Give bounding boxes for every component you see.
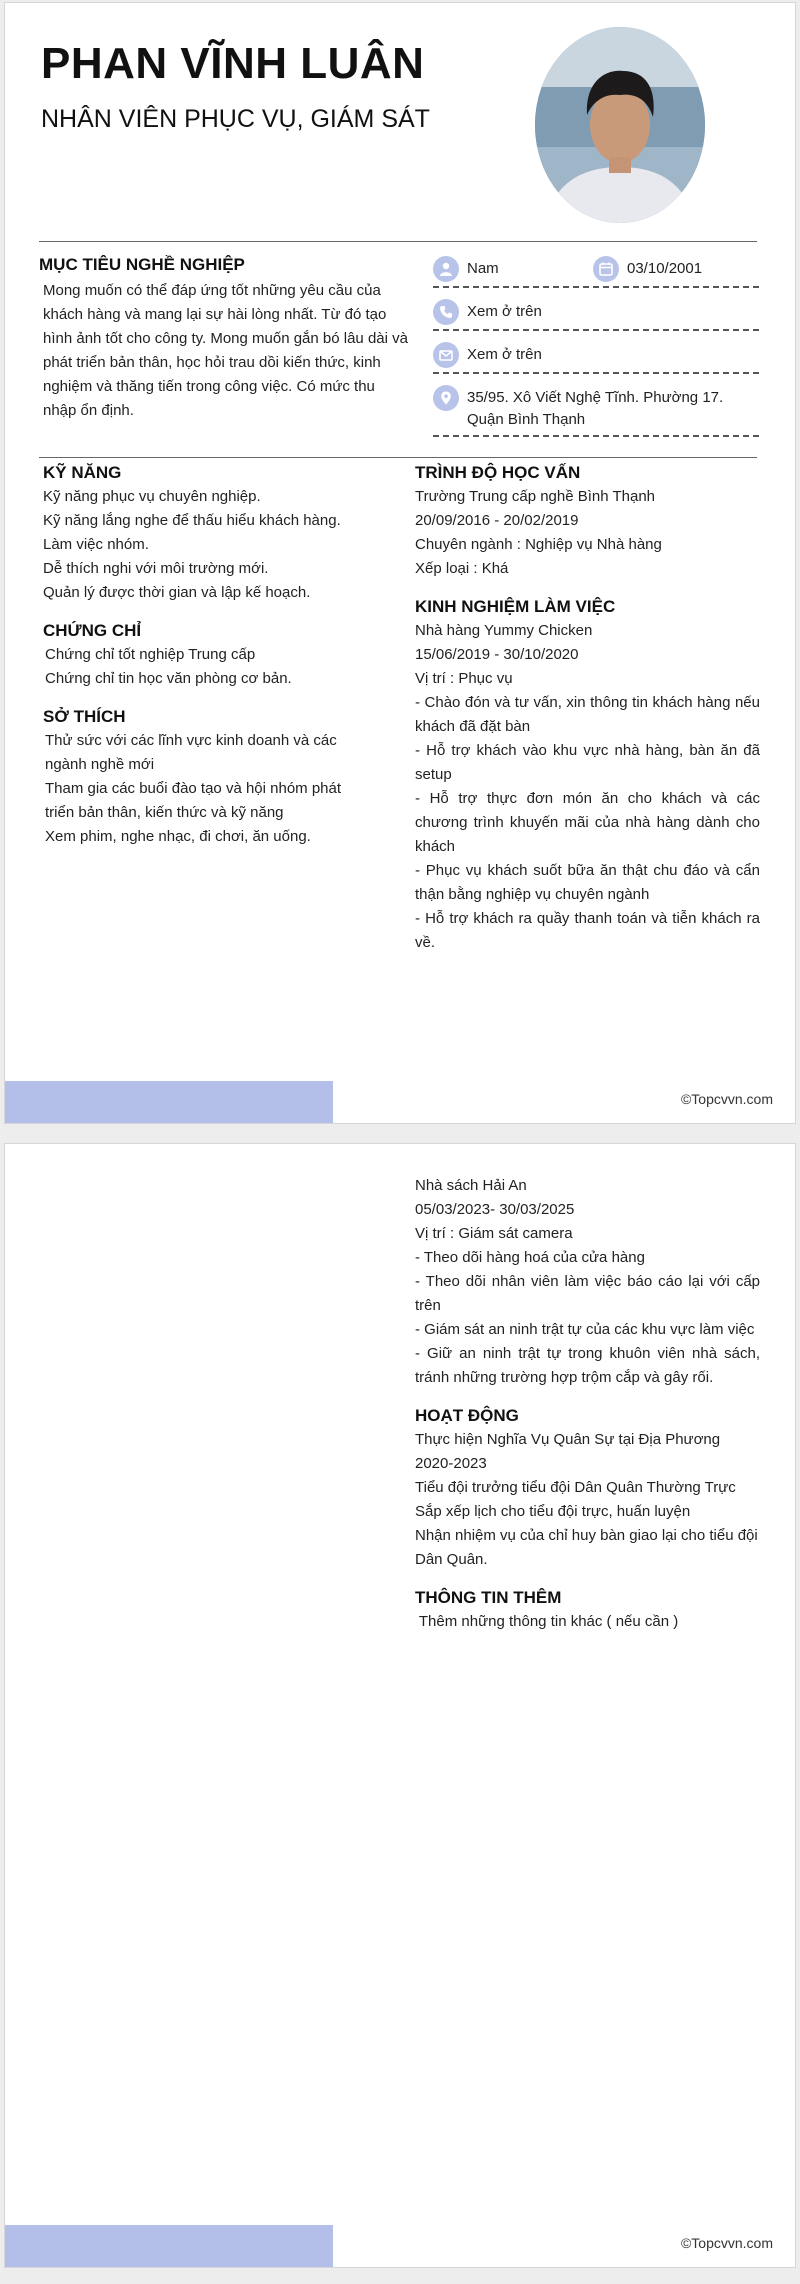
right-column [415,463,760,971]
footer-accent-bar [5,2225,333,2267]
job-duty: - Theo dõi nhân viên làm việc báo cáo lại với cấp trên [415,1273,760,1314]
extra-info-section [415,1588,760,1634]
contact-row-gender-birthday [433,253,759,288]
hobbies-title: SỞ THÍCH [43,707,126,726]
certificates-title: CHỨNG CHỈ [43,621,142,640]
extra-info-title: THÔNG TIN THÊM [415,1588,562,1607]
hobbies-list [43,729,373,849]
activities-section [415,1406,760,1572]
footer-watermark: ©Topcvvn.com [680,1091,773,1107]
extra-info-text: Thêm những thông tin khác ( nếu cần ) [415,1613,679,1630]
right-column-continued [415,1172,760,1650]
objective-text: Mong muốn có thể đáp ứng tốt những yêu cầu của khách hàng và mang lại sự hài lòng nhất. Từ đó tạo hình ảnh tốt cho công ty. Mong muốn gắn bó lâu dài và phát triển bản thân, học hỏi trau dồi kiến thức, kinh nghiệm và thăng tiến trong công việc. Có mức thu nhập ổn định. [43,282,408,419]
education-title: TRÌNH ĐỘ HỌC VẤN [415,463,581,482]
contact-row-email [433,339,759,374]
job-duty: - Hỗ trợ thực đơn món ăn cho khách và các chương trình khuyến mãi của nhà hàng dành cho khách [415,790,760,855]
avatar [535,27,705,223]
hobbies-section [43,707,373,849]
email-icon [433,342,459,368]
job-duty: - Hỗ trợ khách vào khu vực nhà hàng, bàn ăn đã setup [415,742,760,783]
experience-job-1 [415,619,760,955]
activities-list [415,1428,760,1572]
location-pin-icon [433,385,459,411]
job-duty: - Theo dõi hàng hoá của cửa hàng [415,1249,645,1266]
certificate-item: Chứng chỉ tin học văn phòng cơ bản. [45,670,292,687]
certificates-section [43,621,373,691]
activity-item: Tiểu đội trưởng tiểu đội Dân Quân Thường Trực [415,1479,736,1496]
objective-section [39,255,411,423]
hobby-item: Xem phim, nghe nhạc, đi chơi, ăn uống. [45,828,311,845]
education-grade: Xếp loại : Khá [415,560,509,577]
activity-item: Thực hiện Nghĩa Vụ Quân Sự tại Địa Phương [415,1431,721,1448]
skills-section [43,463,373,605]
skill-item: Kỹ năng lắng nghe để thấu hiểu khách hàng. [43,512,341,529]
avatar-photo [535,27,705,223]
gender-value: Nam [467,260,499,277]
skill-item: Kỹ năng phục vụ chuyên nghiệp. [43,488,261,505]
job-duty: - Hỗ trợ khách ra quầy thanh toán và tiễn khách ra về. [415,910,760,951]
job-period: 15/06/2019 - 30/10/2020 [415,646,579,663]
gender-icon [433,256,459,282]
education-school: Trường Trung cấp nghề Bình Thạnh [415,488,656,505]
skill-item: Quản lý được thời gian và lập kế hoạch. [43,584,311,601]
job-company: Nhà hàng Yummy Chicken [415,622,593,639]
certificate-item: Chứng chỉ tốt nghiệp Trung cấp [45,646,256,663]
job-duty: - Phục vụ khách suốt bữa ăn thật chu đáo và cẩn thận bằng nghiệp vụ chuyên ngành [415,862,760,903]
skills-title: KỸ NĂNG [43,463,122,482]
education-major: Chuyên ngành : Nghiệp vụ Nhà hàng [415,536,662,553]
hobby-item: Tham gia các buổi đào tạo và hội nhóm phát triển bản thân, kiến thức và kỹ năng [45,780,342,821]
objective-title: MỤC TIÊU NGHỀ NGHIỆP [39,255,245,274]
experience-title: KINH NGHIỆM LÀM VIỆC [415,597,616,616]
activity-item: 2020-2023 [415,1455,487,1472]
education-details [415,485,760,581]
job-duty: - Chào đón và tư vấn, xin thông tin khách hàng nếu khách đã đặt bàn [415,694,760,735]
experience-job-2 [415,1174,760,1390]
contact-info [433,253,759,437]
candidate-name: PHAN VĨNH LUÂN [41,39,425,88]
phone-value: Xem ở trên [467,303,542,320]
experience-continued [415,1174,760,1390]
gender-item [433,256,593,282]
job-position: Vị trí : Phục vụ [415,670,513,687]
education-section [415,463,760,581]
calendar-icon [593,256,619,282]
body-divider [39,457,757,458]
email-value: Xem ở trên [467,346,542,363]
contact-row-address [433,382,759,437]
birthday-item [593,256,753,282]
skill-item: Dễ thích nghi với môi trường mới. [43,560,269,577]
job-duty: - Giữ an ninh trật tự trong khuôn viên nhà sách, tránh những trường hợp trộm cắp và gây rối. [415,1345,760,1386]
candidate-title: NHÂN VIÊN PHỤC VỤ, GIÁM SÁT [41,105,430,133]
birthday-value: 03/10/2001 [627,260,703,277]
activities-title: HOẠT ĐỘNG [415,1406,519,1425]
contact-row-phone [433,296,759,331]
hobby-item: Thử sức với các lĩnh vực kinh doanh và các ngành nghề mới [45,732,337,773]
skills-list [43,485,373,605]
footer-accent-bar [5,1081,333,1123]
skill-item: Làm việc nhóm. [43,536,149,553]
cv-page-2 [4,1143,796,2268]
certificates-list [43,643,373,691]
address-value: 35/95. Xô Viết Nghệ Tĩnh. Phường 17. Quận Bình Thạnh [467,389,724,428]
experience-section [415,597,760,955]
job-position: Vị trí : Giám sát camera [415,1225,573,1242]
cv-page-1 [4,2,796,1124]
phone-icon [433,299,459,325]
job-period: 05/03/2023- 30/03/2025 [415,1201,575,1218]
education-period: 20/09/2016 - 20/02/2019 [415,512,579,529]
header-divider [39,241,757,242]
job-company: Nhà sách Hải An [415,1177,527,1194]
activity-item: Nhận nhiệm vụ của chỉ huy bàn giao lại cho tiểu đội Dân Quân. [415,1527,758,1568]
job-duty: - Giám sát an ninh trật tự của các khu vực làm việc [415,1321,755,1338]
activity-item: Sắp xếp lịch cho tiểu đội trực, huấn luyện [415,1503,691,1520]
footer-watermark: ©Topcvvn.com [680,2235,773,2251]
left-column [43,463,373,865]
